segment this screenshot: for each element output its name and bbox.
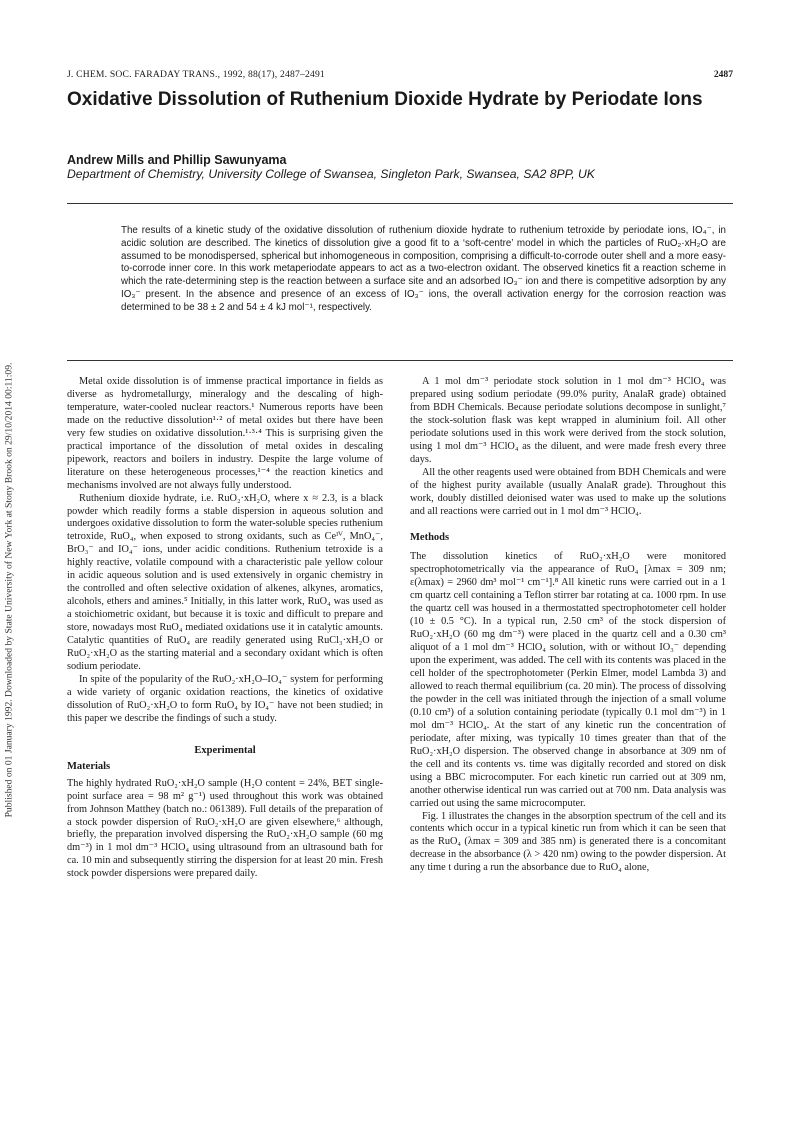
methods-heading: Methods <box>410 532 450 544</box>
article-title: Oxidative Dissolution of Ruthenium Dioxide Hydrate by Periodate Ions <box>67 89 703 110</box>
download-watermark <box>0 170 18 1010</box>
methods-paragraph: Fig. 1 illustrates the changes in the absorption spectrum of the cell and its contents which occur in a typical kinetic run from which it can be seen that as the RuO₄ (λmax = 309 and 385 nm) is generated there is a concomitant decrease in the absorbance (λ > 420 nm) owing to the powder dispersion. At any time t during a run the absorbance due to RuO₄ alone, <box>410 810 726 874</box>
intro-paragraph: Ruthenium dioxide hydrate, i.e. RuO₂·xH₂O, where x ≈ 2.3, is a black powder which readily forms a stable dispersion in aqueous solution and undergoes oxidative dissolution to form the water-soluble species ruthenium tetroxide, RuO₄, when exposed to strong oxidants, such as Ceᴵⱽ, MnO₄⁻, BrO₃⁻ and IO₄⁻ ions, under acidic conditions. Ruthenium tetroxide is a highly reactive, volatile compound with a characteristic pale yellow colour in acidic aqueous solution and is used extensively in organic chemistry in the controlled and often selective oxidation of alkenes, alkynes, aromatics, alcohols, ethers and amines.⁵ Initially, in this latter work, RuO₄ was used as a stoichiometric oxidant, but because it is toxic and difficult to prepare and store, nowadays most RuO₄ mediated oxidations use it in catalytic amounts. Catalytic quantities of RuO₄ are readily generated using RuCl₃·xH₂O or RuO₂·xH₂O as the starting material and a secondary oxidant which is often sodium periodate. <box>67 492 383 672</box>
affiliation: Department of Chemistry, University College of Swansea, Singleton Park, Swansea, SA2 8PP, UK <box>67 167 595 181</box>
materials-paragraph: All the other reagents used were obtained from BDH Chemicals and were of the highest purity available (usually AnalaR grade). Throughout this work, doubly distilled deionised water was used to make up the solutions and all reactions were carried out in 1 mol dm⁻³ HClO₄. <box>410 466 726 517</box>
download-watermark-text: Published on 01 January 1992. Downloaded by State University of New York at Stony Brook on 29/10/2014 00:11:09. <box>3 362 15 818</box>
authors: Andrew Mills and Phillip Sawunyama <box>67 153 287 167</box>
materials-heading: Materials <box>67 760 111 772</box>
page-number: 2487 <box>713 69 733 80</box>
running-head <box>67 69 733 83</box>
experimental-heading: Experimental <box>194 744 256 756</box>
abstract-bottom-rule <box>67 360 733 361</box>
materials-paragraph: The highly hydrated RuO₂·xH₂O sample (H₂O content = 24%, BET single-point surface area = 98 m² g⁻¹) used throughout this work was obtained from Johnson Matthey (batch no.: 061389). Full details of the preparation of a stock powder dispersion of RuO₂·xH₂O are given elsewhere,⁶ although, briefly, the preparation involved dispersing the RuO₂·xH₂O sample (60 mg dm⁻³) in 1 mol dm⁻³ HClO₄ using ultrasound from an ultrasound bath for ca. 10 min and subsequently stirring the dispersion for at least 20 min. Fresh stock powder dispersions were prepared daily. <box>67 777 383 880</box>
abstract: The results of a kinetic study of the oxidative dissolution of ruthenium dioxide hydrate to ruthenium tetroxide by periodate ions, IO₄⁻, in acidic solution are described. The kinetics of dissolution give a good fit to a ‘soft-centre’ model in which the particles of RuO₂·xH₂O are assumed to be monodispersed, spherical but inhomogeneous in composition, comprising a difficult-to-corrode outer shell and a more easy-to-corrode inner core. In this work metaperiodate appears to act as a two-electron oxidant. The observed kinetics fit a reaction scheme in which the rate-determining step is the reaction between a surface site and an adsorbed IO₃⁻ ion and there is competitive adsorption by any IO₃⁻ present. In the absence and presence of an excess of IO₃⁻ ions, the overall activation energy for the corrosion reaction was determined to be 38 ± 2 and 54 ± 4 kJ mol⁻¹, respectively. <box>121 225 726 313</box>
intro-paragraph: In spite of the popularity of the RuO₂·xH₂O–IO₄⁻ system for performing a wide variety of organic oxidation reactions, the kinetics of oxidative dissolution of RuO₂·xH₂O to form RuO₄ by IO₄⁻ have not been studied; in this paper we describe the findings of such a study. <box>67 673 383 724</box>
materials-paragraph: A 1 mol dm⁻³ periodate stock solution in 1 mol dm⁻³ HClO₄ was prepared using sodium periodate (99.0% purity, AnalaR grade) obtained from BDH Chemicals. Because periodate solutions decompose in sunlight,⁷ the stock-solution flask was kept wrapped in aluminium foil. All other periodate solutions used in this work were derived from the stock solution, using 1 mol dm⁻³ HClO₄ as the diluent, and were made fresh every three days. <box>410 376 726 465</box>
intro-paragraph: Metal oxide dissolution is of immense practical importance in fields as diverse as hydrometallurgy, mineralogy and the descaling of high-temperature, water-cooled nuclear reactors.¹ Numerous reports have been made on the reductive dissolution¹·² of metal oxides but there have been very few studies on oxidative dissolution.¹·³·⁴ This is surprising given the practical importance of the dissolution of metal oxides in descaling pipework, reactors and boilers in industry. Despite the large volume of literature on these heterogeneous processes,¹⁻⁴ the reaction kinetics and mechanisms involved are not always fully understood. <box>67 376 383 491</box>
methods-paragraph: The dissolution kinetics of RuO₂·xH₂O were monitored spectrophotometrically via the appearance of RuO₄ [λmax = 309 nm; ε(λmax) = 2960 dm³ mol⁻¹ cm⁻¹].⁸ All kinetic runs were carried out in a 1 cm quartz cell containing a Teflon stirrer bar rotating at ca. 1000 rpm. In use the quartz cell was housed in a thermostatted spectrophotometer cell holder (10 ± 0.5 °C). In a typical run, 2.50 cm³ of the stock dispersion of RuO₂·xH₂O (60 mg dm⁻³) were placed in the quartz cell and a 0.30 cm³ aliquot of a 1 mol dm⁻³ HClO₄ solution, with or without IO₃⁻ depending upon the experiment, was added. The cell with its contents was placed in the cell holder of the spectrophotometer (Perkin Elmer, model Lambda 3) and allowed to reach thermal equilibrium (ca. 20 min). The process of dissolving the powder in the cell was initiated through the injection of a small volume (0.10 cm³) of a solution containing periodate (typically 0.1 mol dm⁻³) in 1 mol dm⁻³ HClO₄. At the start of any kinetic run the concentration of periodate, after mixing, was typically 10 times greater than that of the RuO₂·xH₂O dispersion. The observed change in absorbance at 309 nm of the cell and its contents vs. time was digitally recorded and stored on disk using a BBC microcomputer. For each kinetic run carried out at 309 nm, another otherwise identical run was carried out at 700 nm. Data analysis was carried out using the same microcomputer. <box>410 551 726 809</box>
left-column <box>67 376 383 881</box>
journal-citation: J. CHEM. SOC. FARADAY TRANS., 1992, 88(17), 2487–2491 <box>67 69 325 80</box>
right-column <box>410 376 726 875</box>
abstract-top-rule <box>67 203 733 204</box>
